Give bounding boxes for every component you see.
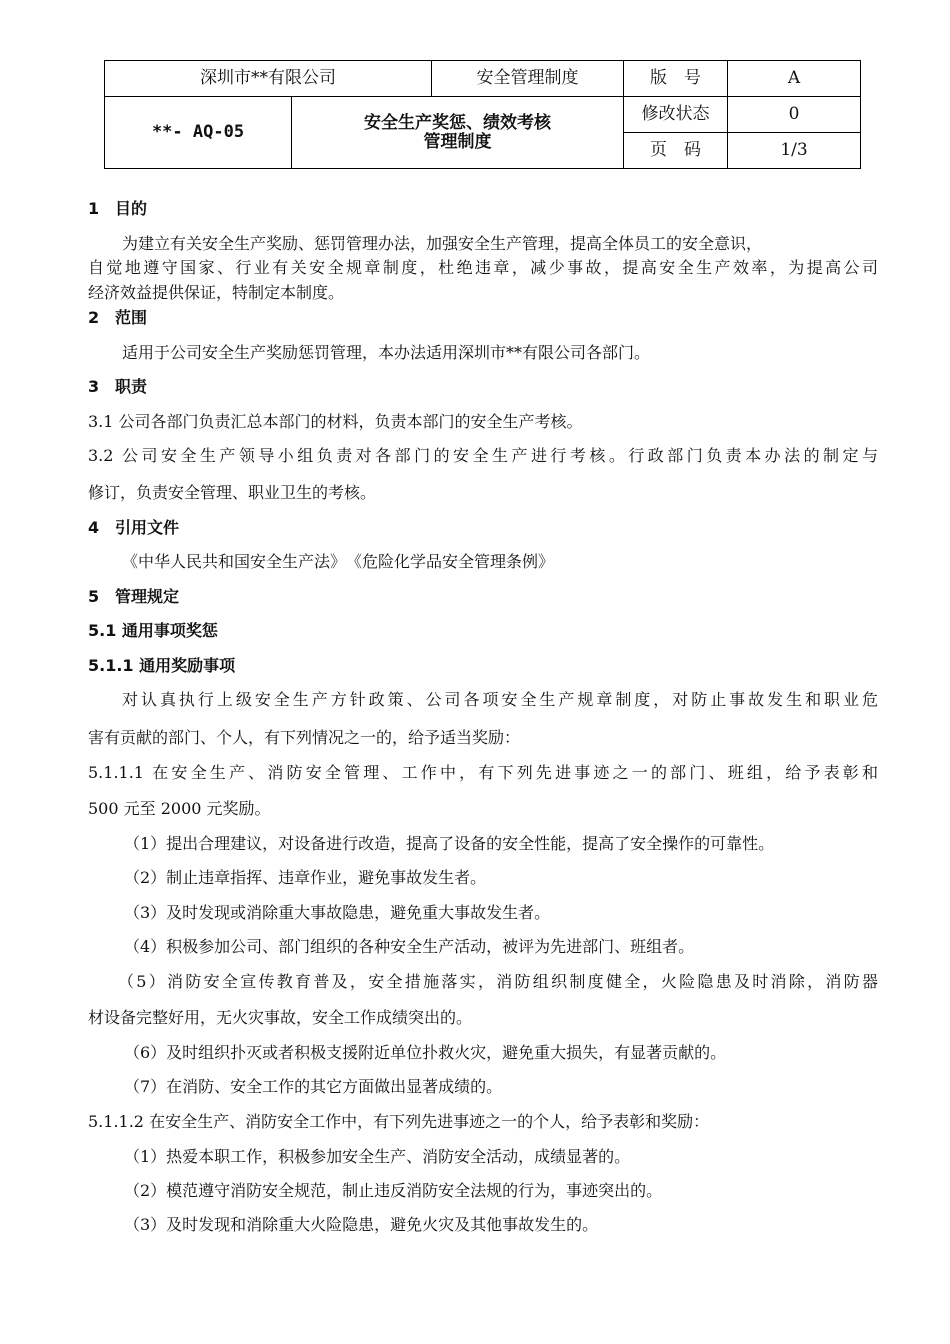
section-title: 目的	[115, 199, 148, 218]
document-title	[292, 97, 624, 169]
paragraph-line: 适用于公司安全生产奖励惩罚管理，本办法适用深圳市**有限公司各部门。	[122, 343, 651, 362]
paragraph-line: 害有贡献的部门、个人，有下列情况之一的，给予适当奖励：	[88, 728, 521, 747]
page-label: 页 码	[624, 133, 728, 169]
list-item: （4）积极参加公司、部门组织的各种安全生产活动，被评为先进部门、班组者。	[124, 937, 695, 956]
subsection-5-1: 5.1 通用事项奖惩	[88, 621, 218, 640]
document-title-line1: 安全生产奖惩、绩效考核	[364, 112, 551, 133]
version-value: A	[728, 61, 861, 97]
revision-label: 修改状态	[624, 97, 728, 133]
list-item: （3）及时发现和消除重大火险隐患，避免火灾及其他事故发生的。	[124, 1215, 599, 1234]
list-item: （1）热爱本职工作，积极参加安全生产、消防安全活动，成绩显著的。	[124, 1147, 631, 1166]
referenced-documents: 《中华人民共和国安全生产法》 《危险化学品安全管理条例》	[122, 552, 555, 571]
company-name: 深圳市**有限公司	[105, 61, 432, 97]
list-item: （2）模范遵守消防安全规范，制止违反消防安全法规的行为，事迹突出的。	[124, 1181, 663, 1200]
list-item: （7）在消防、安全工作的其它方面做出显著成绩的。	[124, 1077, 503, 1096]
list-item: （1）提出合理建议，对设备进行改造，提高了设备的安全性能，提高了安全操作的可靠性。	[124, 834, 775, 853]
section-heading-purpose	[88, 198, 878, 220]
clause-3-2-line1: 3.2 公司安全生产领导小组负责对各部门的安全生产进行考核。行政部门负责本办法的制定与	[88, 446, 878, 465]
page-value: 1/3	[728, 133, 861, 169]
section-heading-regulations	[88, 586, 878, 608]
version-label: 版 号	[624, 61, 728, 97]
section-number: 1	[88, 199, 100, 218]
section-heading-references	[88, 517, 878, 539]
section-number: 5	[88, 587, 100, 606]
document-header-table	[104, 60, 861, 169]
section-title: 范围	[115, 308, 148, 327]
section-title: 引用文件	[115, 518, 180, 537]
paragraph-line: 对认真执行上级安全生产方针政策、公司各项安全生产规章制度，对防止事故发生和职业危	[122, 690, 878, 709]
paragraph-line: 为建立有关安全生产奖励、惩罚管理办法，加强安全生产管理，提高全体员工的安全意识，	[122, 234, 763, 253]
revision-value: 0	[728, 97, 861, 133]
section-heading-scope	[88, 307, 878, 329]
list-item-continuation: 材设备完整好用，无火灾事故，安全工作成绩突出的。	[88, 1008, 473, 1027]
clause-5-1-1-2: 5.1.1.2 在安全生产、消防安全工作中，有下列先进事迹之一的个人，给予表彰和奖励：	[88, 1112, 710, 1131]
clause-3-1: 3.1 公司各部门负责汇总本部门的材料，负责本部门的安全生产考核。	[88, 412, 583, 431]
document-category: 安全管理制度	[432, 61, 624, 97]
clause-5-1-1-1-line2: 500 元至 2000 元奖励。	[88, 799, 271, 818]
paragraph-line: 自觉地遵守国家、行业有关安全规章制度，杜绝违章，减少事故，提高安全生产效率，为提高公司	[88, 258, 878, 277]
document-title-line2: 管理制度	[423, 131, 492, 152]
section-heading-responsibilities	[88, 376, 878, 398]
section-number: 4	[88, 518, 100, 537]
list-item: （2）制止违章指挥、违章作业，避免事故发生者。	[124, 868, 487, 887]
paragraph-line: 经济效益提供保证，特制定本制度。	[88, 283, 345, 302]
list-item: （5）消防安全宣传教育普及，安全措施落实，消防组织制度健全，火险隐患及时消除，消防器	[118, 972, 878, 991]
section-title: 职责	[115, 377, 148, 396]
clause-5-1-1-1-line1: 5.1.1.1 在安全生产、消防安全管理、工作中，有下列先进事迹之一的部门、班组，给予表彰和	[88, 763, 878, 782]
list-item: （6）及时组织扑灭或者积极支援附近单位扑救火灾，避免重大损失，有显著贡献的。	[124, 1043, 727, 1062]
list-item: （3）及时发现或消除重大事故隐患，避免重大事故发生者。	[124, 903, 551, 922]
clause-3-2-line2: 修订，负责安全管理、职业卫生的考核。	[88, 483, 377, 502]
document-code: **- AQ-05	[105, 97, 292, 169]
subsection-5-1-1: 5.1.1 通用奖励事项	[88, 656, 236, 675]
section-number: 2	[88, 308, 100, 327]
section-title: 管理规定	[115, 587, 180, 606]
section-number: 3	[88, 377, 100, 396]
